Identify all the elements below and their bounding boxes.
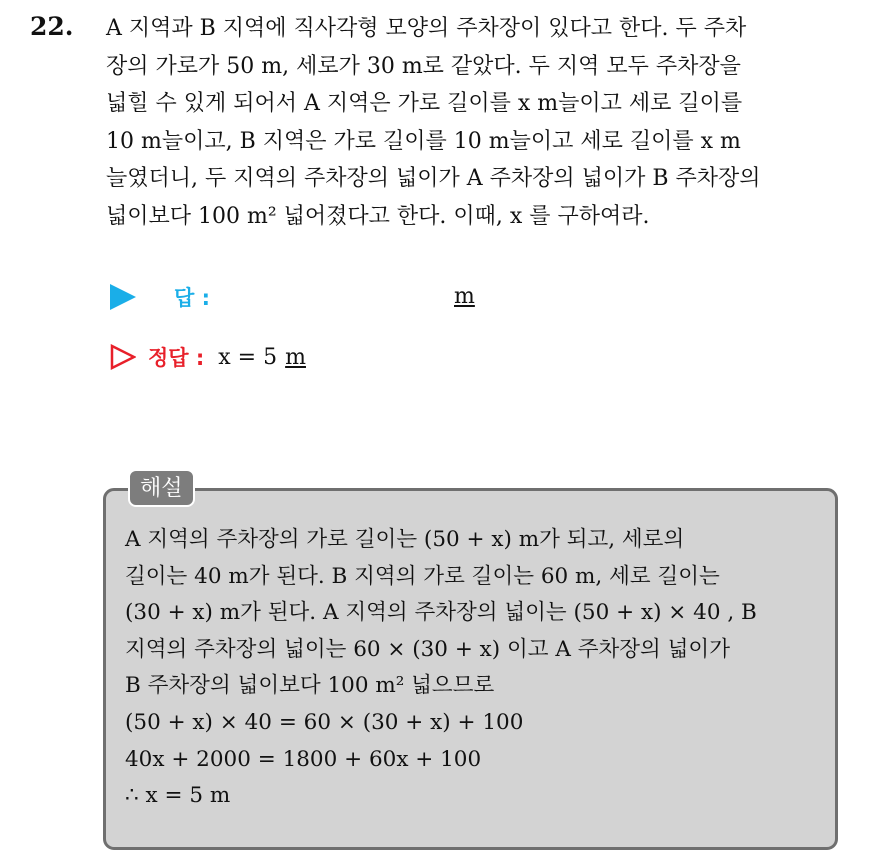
question-line: 넓이보다 100 m² 넓어졌다고 한다. 이때, x 를 구하여라. xyxy=(106,203,650,229)
explanation-line: 40x + 2000 = 1800 + 60x + 100 xyxy=(125,746,482,772)
answer-unit: m xyxy=(454,284,475,309)
solution-row xyxy=(110,340,306,374)
solution-unit: m xyxy=(285,344,306,370)
explanation-line: (30 + x) m가 된다. A 지역의 주차장의 넓이는 (50 + x) × 40 , B xyxy=(125,600,757,626)
solution-expression xyxy=(218,345,306,370)
solution-label: 정답 : xyxy=(148,346,205,370)
question-line: 늘였더니, 두 지역의 주차장의 넓이가 A 주차장의 넓이가 B 주차장의 xyxy=(106,166,761,191)
explanation-line: 길이는 40 m가 된다. B 지역의 가로 길이는 60 m, 세로 길이는 xyxy=(125,563,720,589)
question-line: 장의 가로가 50 m, 세로가 30 m로 같았다. 두 지역 모두 주차장을 xyxy=(106,53,741,79)
explanation-line: A 지역의 주차장의 가로 길이는 (50 + x) m가 되고, 세로의 xyxy=(125,527,685,552)
explanation-line: 지역의 주차장의 넓이는 60 × (30 + x) 이고 A 주차장의 넓이가 xyxy=(125,636,730,662)
outline-triangle-icon xyxy=(110,344,136,370)
explanation-line: ∴ x = 5 m xyxy=(125,783,231,809)
question-number: 22. xyxy=(30,12,74,41)
question-line: 넓힐 수 있게 되어서 A 지역은 가로 길이를 x m늘이고 세로 길이를 xyxy=(106,91,743,116)
question-text xyxy=(106,10,866,235)
solution-value: x = 5 xyxy=(218,344,278,370)
explanation-tag: 해설 xyxy=(128,469,195,507)
play-triangle-icon xyxy=(110,284,136,310)
explanation-line: (50 + x) × 40 = 60 × (30 + x) + 100 xyxy=(125,709,524,735)
explanation-text xyxy=(125,522,825,815)
answer-label: 답 : xyxy=(174,286,210,310)
explanation-line: B 주차장의 넓이보다 100 m² 넓으므로 xyxy=(125,673,495,699)
question-line: 10 m늘이고, B 지역은 가로 길이를 10 m늘이고 세로 길이를 x m xyxy=(106,128,741,154)
question-line: A 지역과 B 지역에 직사각형 모양의 주차장이 있다고 한다. 두 주차 xyxy=(106,16,747,41)
answer-blank-row xyxy=(110,280,475,314)
